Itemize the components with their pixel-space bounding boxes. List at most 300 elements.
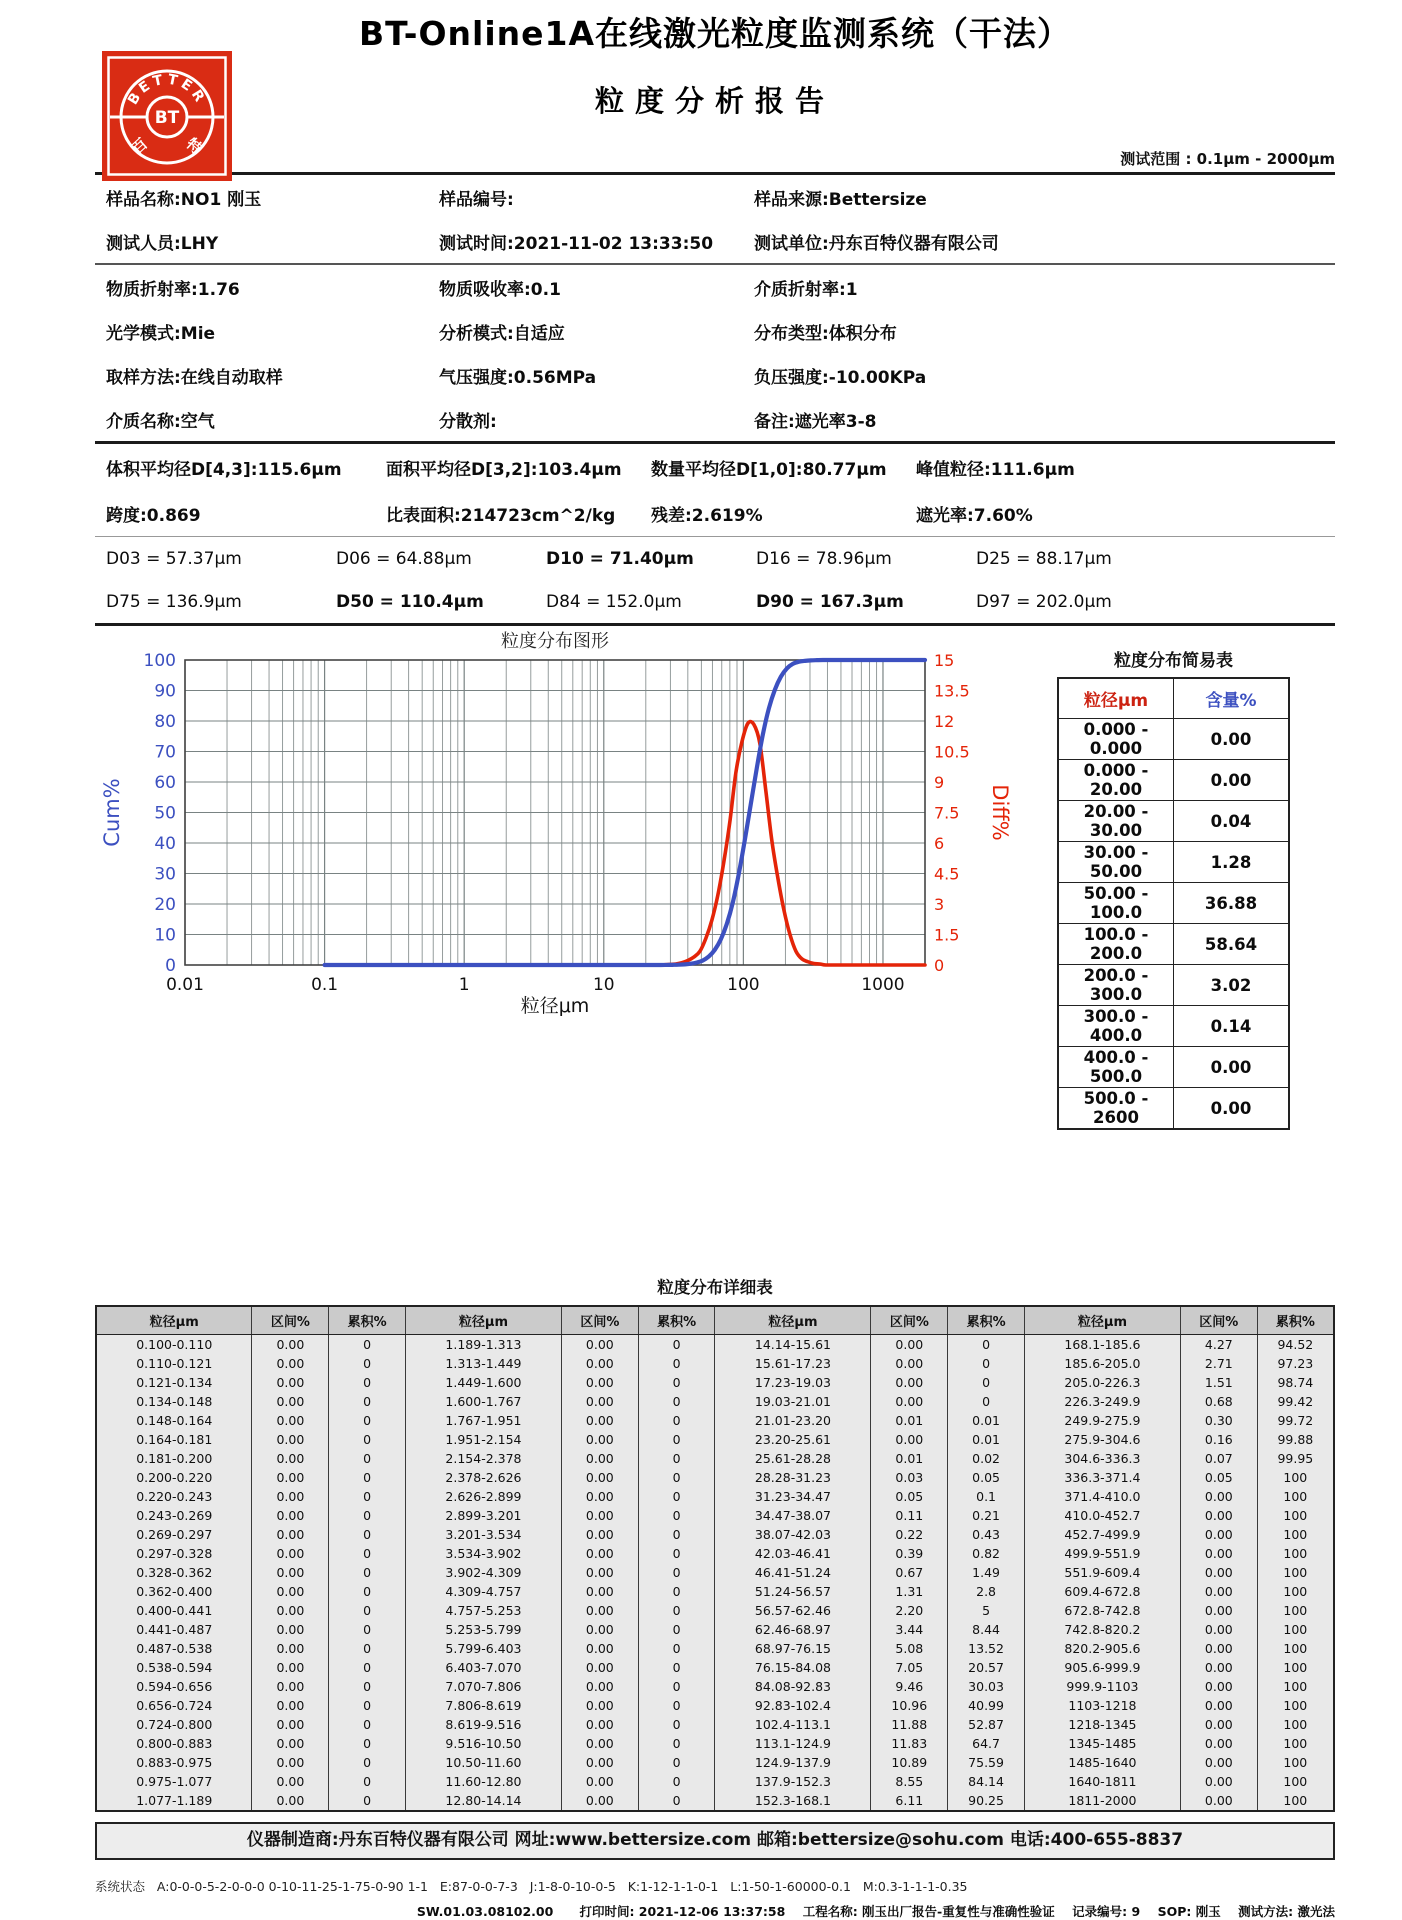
detail-table-cell: 0.00 <box>561 1601 638 1620</box>
detail-table-row <box>96 1430 1334 1449</box>
detail-table-cell: 0.00 <box>871 1373 948 1392</box>
simple-table-cell: 58.64 <box>1174 924 1290 965</box>
detail-table-cell: 100 <box>1257 1563 1334 1582</box>
right-axis-label: Diff% <box>988 784 1012 841</box>
detail-table-row <box>96 1506 1334 1525</box>
chart-title: 粒度分布图形 <box>501 631 609 652</box>
detail-table-cell: 0.00 <box>252 1563 329 1582</box>
detail-table-row <box>96 1354 1334 1373</box>
detail-table-row <box>96 1753 1334 1772</box>
info-row <box>95 219 1335 263</box>
detail-table-cell: 100 <box>1257 1639 1334 1658</box>
detail-table-cell: 75.59 <box>948 1753 1025 1772</box>
right-axis-tick: 0 <box>934 956 945 975</box>
detail-table-cell: 0.00 <box>561 1677 638 1696</box>
detail-table-cell: 0 <box>329 1734 406 1753</box>
detail-table-row <box>96 1639 1334 1658</box>
info-cell: 分散剂: <box>439 411 497 432</box>
detail-table-cell: 90.25 <box>948 1791 1025 1811</box>
detail-table-cell: 2.154-2.378 <box>405 1449 561 1468</box>
params-info-section <box>95 265 1335 441</box>
detail-table-cell: 100 <box>1257 1525 1334 1544</box>
detail-header-cell: 累积% <box>948 1306 1025 1335</box>
detail-table-row <box>96 1392 1334 1411</box>
detail-table-cell: 1345-1485 <box>1024 1734 1180 1753</box>
simple-table-cell: 3.02 <box>1174 965 1290 1006</box>
d-value: D90 = 167.3μm <box>756 591 904 612</box>
detail-table-cell: 0.05 <box>1180 1468 1257 1487</box>
detail-table-cell: 0 <box>329 1506 406 1525</box>
detail-table-cell: 0.00 <box>252 1639 329 1658</box>
detail-table-cell: 8.55 <box>871 1772 948 1791</box>
detail-table-cell: 0.00 <box>252 1772 329 1791</box>
detail-table-cell: 0.00 <box>561 1411 638 1430</box>
detail-table-row <box>96 1373 1334 1392</box>
detail-table-cell: 0.43 <box>948 1525 1025 1544</box>
detail-table-cell: 226.3-249.9 <box>1024 1392 1180 1411</box>
detail-table-cell: 0 <box>638 1392 715 1411</box>
detail-table-cell: 51.24-56.57 <box>715 1582 871 1601</box>
detail-table-cell: 12.80-14.14 <box>405 1791 561 1811</box>
detail-table-cell: 0.1 <box>948 1487 1025 1506</box>
info-cell: 比表面积:214723cm^2/kg <box>386 505 616 526</box>
right-axis-tick: 1.5 <box>934 925 960 945</box>
detail-table-cell: 99.72 <box>1257 1411 1334 1430</box>
detail-table-cell: 8.44 <box>948 1620 1025 1639</box>
detail-table-cell: 0 <box>638 1449 715 1468</box>
detail-table-row <box>96 1772 1334 1791</box>
detail-table-row <box>96 1620 1334 1639</box>
simple-table-row <box>1058 719 1289 760</box>
x-axis-tick: 100 <box>727 975 760 995</box>
detail-table-cell: 0 <box>329 1373 406 1392</box>
detail-table-cell: 8.619-9.516 <box>405 1715 561 1734</box>
d-value-row <box>95 580 1335 623</box>
detail-table-cell: 5.08 <box>871 1639 948 1658</box>
detail-table-cell: 25.61-28.28 <box>715 1449 871 1468</box>
d-value: D75 = 136.9μm <box>106 591 242 612</box>
detail-table-cell: 0 <box>638 1677 715 1696</box>
info-row <box>95 397 1335 441</box>
detail-table-cell: 0 <box>638 1791 715 1811</box>
detail-table-cell: 0 <box>638 1525 715 1544</box>
detail-table-cell: 0.00 <box>252 1715 329 1734</box>
detail-table-cell: 0.00 <box>1180 1715 1257 1734</box>
detail-table-cell: 0.00 <box>561 1335 638 1355</box>
simple-table-cell: 0.00 <box>1174 1047 1290 1088</box>
detail-table-cell: 0 <box>638 1772 715 1791</box>
detail-table-cell: 1.767-1.951 <box>405 1411 561 1430</box>
report-content <box>95 0 1335 1920</box>
detail-header-cell: 区间% <box>871 1306 948 1335</box>
divider <box>95 623 1335 626</box>
detail-table-cell: 2.899-3.201 <box>405 1506 561 1525</box>
left-axis-tick: 70 <box>154 742 176 763</box>
detail-table-cell: 7.806-8.619 <box>405 1696 561 1715</box>
detail-table-cell: 0 <box>638 1335 715 1355</box>
info-cell: 跨度:0.869 <box>106 505 201 526</box>
detail-table-cell: 0.00 <box>561 1487 638 1506</box>
detail-table-cell: 6.403-7.070 <box>405 1658 561 1677</box>
detail-table-cell: 0.00 <box>252 1335 329 1355</box>
detail-table-cell: 820.2-905.6 <box>1024 1639 1180 1658</box>
detail-table-cell: 0 <box>948 1354 1025 1373</box>
detail-table-cell: 742.8-820.2 <box>1024 1620 1180 1639</box>
logo-cn-right: 特 <box>182 134 206 158</box>
detail-table-cell: 68.97-76.15 <box>715 1639 871 1658</box>
detail-table-cell: 0.121-0.134 <box>136 1375 213 1390</box>
detail-table-cell: 0 <box>638 1715 715 1734</box>
detail-table-cell: 3.534-3.902 <box>405 1544 561 1563</box>
detail-table-cell: 76.15-84.08 <box>715 1658 871 1677</box>
detail-table-cell: 0 <box>329 1772 406 1791</box>
detail-table-cell: 0.00 <box>561 1791 638 1811</box>
detail-table-cell: 0.243-0.269 <box>136 1508 213 1523</box>
detail-table-row <box>96 1677 1334 1696</box>
simple-table-row <box>1058 965 1289 1006</box>
system-status-line: 系统状态 A:0-0-0-5-2-0-0-0 0-10-11-25-1-75-0-90 1-1 E:87-0-0-7-3 J:1-8-0-10-0-5 K:1-12-1-1-0-1 L:1-50-1-60000-0.1 M:0.3-1-1-1-0.35 <box>95 1879 968 1894</box>
detail-table-cell: 0.00 <box>561 1563 638 1582</box>
detail-table-cell: 97.23 <box>1257 1354 1334 1373</box>
detail-table-cell: 0 <box>329 1354 406 1373</box>
detail-table-cell: 0.00 <box>252 1544 329 1563</box>
detail-table-cell: 275.9-304.6 <box>1024 1430 1180 1449</box>
detail-table-cell: 0.00 <box>1180 1506 1257 1525</box>
detail-table-cell: 0.00 <box>561 1544 638 1563</box>
info-cell: 面积平均径D[3,2]:103.4μm <box>386 459 622 480</box>
detail-table-cell: 0.00 <box>1180 1563 1257 1582</box>
simple-table-cell: 30.00 - 50.00 <box>1058 842 1174 883</box>
detail-table-cell: 7.070-7.806 <box>405 1677 561 1696</box>
detail-table-cell: 11.60-12.80 <box>405 1772 561 1791</box>
info-cell: 光学模式:Mie <box>106 323 216 344</box>
d-value: D97 = 202.0μm <box>976 591 1112 612</box>
info-cell: 样品编号: <box>439 189 514 210</box>
detail-table-cell: 100 <box>1257 1620 1334 1639</box>
detail-table-cell: 42.03-46.41 <box>715 1544 871 1563</box>
detail-table-cell: 0.11 <box>871 1506 948 1525</box>
detail-table-cell: 1.189-1.313 <box>405 1335 561 1355</box>
detail-distribution-table <box>95 1305 1335 1812</box>
detail-table-section <box>95 1274 1335 1812</box>
detail-table-cell: 0.00 <box>252 1791 329 1811</box>
detail-table-cell: 452.7-499.9 <box>1024 1525 1180 1544</box>
detail-table-cell: 0.00 <box>1180 1639 1257 1658</box>
detail-table-row <box>96 1544 1334 1563</box>
right-axis-tick: 7.5 <box>934 803 960 823</box>
detail-table-cell: 0 <box>638 1411 715 1430</box>
detail-table-cell: 168.1-185.6 <box>1024 1335 1180 1355</box>
detail-table-cell: 0.181-0.200 <box>136 1451 213 1466</box>
simple-table-row <box>1058 1047 1289 1088</box>
detail-table-cell: 5.799-6.403 <box>405 1639 561 1658</box>
detail-table-row <box>96 1468 1334 1487</box>
detail-table-cell: 0 <box>638 1487 715 1506</box>
detail-table-cell: 5.253-5.799 <box>405 1620 561 1639</box>
detail-table-cell: 28.28-31.23 <box>715 1468 871 1487</box>
detail-header-cell: 累积% <box>329 1306 406 1335</box>
detail-table-cell: 20.57 <box>948 1658 1025 1677</box>
simple-table-cell: 0.04 <box>1174 801 1290 842</box>
detail-table-cell: 0.00 <box>561 1620 638 1639</box>
detail-table-cell: 1485-1640 <box>1024 1753 1180 1772</box>
detail-header-cell: 累积% <box>1257 1306 1334 1335</box>
detail-table-cell: 0.01 <box>948 1430 1025 1449</box>
detail-table-cell: 99.88 <box>1257 1430 1334 1449</box>
detail-table-cell: 0 <box>329 1582 406 1601</box>
detail-table-cell: 2.71 <box>1180 1354 1257 1373</box>
detail-table-cell: 46.41-51.24 <box>715 1563 871 1582</box>
detail-table-cell: 0 <box>329 1658 406 1677</box>
d-value: D25 = 88.17μm <box>976 548 1112 569</box>
detail-table-cell: 0.00 <box>1180 1696 1257 1715</box>
info-row <box>95 309 1335 353</box>
info-cell: 气压强度:0.56MPa <box>439 367 597 388</box>
info-cell: 备注:遮光率3-8 <box>754 411 877 432</box>
left-axis-tick: 30 <box>154 864 176 885</box>
detail-table-row <box>96 1715 1334 1734</box>
detail-table-cell: 0.00 <box>252 1449 329 1468</box>
detail-table-cell: 0.00 <box>1180 1582 1257 1601</box>
detail-table-cell: 0 <box>329 1639 406 1658</box>
detail-table-cell: 0 <box>638 1753 715 1772</box>
detail-table-cell: 0.00 <box>561 1715 638 1734</box>
detail-table-cell: 0.00 <box>252 1354 329 1373</box>
simple-table-cell: 500.0 - 2600 <box>1058 1088 1174 1130</box>
detail-table-cell: 94.52 <box>1257 1335 1334 1355</box>
detail-table-cell: 0.00 <box>561 1658 638 1677</box>
detail-table-cell: 0 <box>638 1430 715 1449</box>
detail-table-cell: 0.16 <box>1180 1430 1257 1449</box>
detail-table-cell: 3.44 <box>871 1620 948 1639</box>
detail-table-cell: 1.951-2.154 <box>405 1430 561 1449</box>
detail-table-cell: 0.220-0.243 <box>136 1489 213 1504</box>
test-range-label: 测试范围 : 0.1μm - 2000μm <box>1120 150 1335 168</box>
detail-table-cell: 672.8-742.8 <box>1024 1601 1180 1620</box>
detail-table-cell: 9.46 <box>871 1677 948 1696</box>
detail-table-cell: 1811-2000 <box>1024 1791 1180 1811</box>
info-row <box>95 175 1335 219</box>
d-value: D50 = 110.4μm <box>336 591 484 612</box>
detail-table-cell: 5 <box>948 1601 1025 1620</box>
detail-table-cell: 1.600-1.767 <box>405 1392 561 1411</box>
detail-table-cell: 205.0-226.3 <box>1024 1373 1180 1392</box>
detail-table-cell: 10.50-11.60 <box>405 1753 561 1772</box>
right-axis-tick: 10.5 <box>934 742 970 762</box>
detail-table-cell: 1.51 <box>1180 1373 1257 1392</box>
detail-table-cell: 0.297-0.328 <box>136 1546 213 1561</box>
detail-table-cell: 0.00 <box>1180 1544 1257 1563</box>
detail-table-cell: 0.00 <box>871 1335 948 1355</box>
particle-distribution-chart <box>95 630 1040 1038</box>
d-value-row <box>95 537 1335 580</box>
report-title: 粒度分析报告 <box>594 84 835 118</box>
detail-table-cell: 152.3-168.1 <box>715 1791 871 1811</box>
detail-table-cell: 0.00 <box>1180 1791 1257 1811</box>
detail-table-cell: 0.00 <box>252 1734 329 1753</box>
detail-table-cell: 410.0-452.7 <box>1024 1506 1180 1525</box>
detail-table-cell: 0.00 <box>1180 1620 1257 1639</box>
detail-table-cell: 0 <box>638 1734 715 1753</box>
detail-table-cell: 0.00 <box>561 1772 638 1791</box>
detail-table-cell: 0.100-0.110 <box>136 1337 213 1352</box>
simple-table-cell: 36.88 <box>1174 883 1290 924</box>
detail-table-cell: 3.201-3.534 <box>405 1525 561 1544</box>
simple-table-cell: 100.0 - 200.0 <box>1058 924 1174 965</box>
detail-table-cell: 0 <box>638 1563 715 1582</box>
detail-table-cell: 84.14 <box>948 1772 1025 1791</box>
detail-table-cell: 4.309-4.757 <box>405 1582 561 1601</box>
detail-table-cell: 0.67 <box>871 1563 948 1582</box>
detail-table-cell: 0.00 <box>561 1506 638 1525</box>
detail-table-cell: 0.00 <box>252 1525 329 1544</box>
detail-table-cell: 0.00 <box>252 1430 329 1449</box>
detail-table-cell: 0.00 <box>252 1753 329 1772</box>
detail-table-cell: 13.52 <box>948 1639 1025 1658</box>
left-axis-tick: 40 <box>154 834 176 854</box>
detail-table-cell: 100 <box>1257 1753 1334 1772</box>
detail-table-cell: 0.00 <box>252 1392 329 1411</box>
detail-table-cell: 0 <box>638 1696 715 1715</box>
detail-table-cell: 0.00 <box>252 1696 329 1715</box>
detail-table-row <box>96 1582 1334 1601</box>
detail-header-cell: 累积% <box>638 1306 715 1335</box>
simple-table-cell: 300.0 - 400.0 <box>1058 1006 1174 1047</box>
detail-table-cell: 0 <box>638 1373 715 1392</box>
right-axis-tick: 12 <box>934 712 955 731</box>
detail-table-cell: 21.01-23.20 <box>715 1411 871 1430</box>
detail-table-cell: 0.362-0.400 <box>136 1584 213 1599</box>
detail-table-cell: 371.4-410.0 <box>1024 1487 1180 1506</box>
detail-table-cell: 100 <box>1257 1772 1334 1791</box>
simple-table-row <box>1058 842 1289 883</box>
detail-header-cell: 粒径μm <box>1024 1306 1180 1335</box>
detail-table-cell: 15.61-17.23 <box>715 1354 871 1373</box>
detail-table-cell: 0.00 <box>1180 1487 1257 1506</box>
info-cell: 样品来源:Bettersize <box>754 189 927 210</box>
detail-table-cell: 905.6-999.9 <box>1024 1658 1180 1677</box>
d-value: D16 = 78.96μm <box>756 548 892 569</box>
detail-table-cell: 0 <box>329 1449 406 1468</box>
simple-table-block <box>1057 630 1290 1130</box>
detail-table-cell: 34.47-38.07 <box>715 1506 871 1525</box>
info-row <box>95 490 1335 536</box>
info-row <box>95 444 1335 490</box>
detail-table-cell: 0.00 <box>561 1582 638 1601</box>
detail-table-cell: 0.269-0.297 <box>136 1527 213 1542</box>
detail-table-cell: 0.883-0.975 <box>136 1755 213 1770</box>
detail-table-cell: 64.7 <box>948 1734 1025 1753</box>
detail-table-cell: 0.00 <box>871 1430 948 1449</box>
detail-table-cell: 0.975-1.077 <box>136 1774 213 1789</box>
detail-table-cell: 1.449-1.600 <box>405 1373 561 1392</box>
left-axis-tick: 60 <box>154 773 176 793</box>
detail-table-cell: 249.9-275.9 <box>1024 1411 1180 1430</box>
detail-table-cell: 0 <box>329 1487 406 1506</box>
detail-header-cell: 区间% <box>252 1306 329 1335</box>
detail-table-cell: 137.9-152.3 <box>715 1772 871 1791</box>
detail-table-row <box>96 1791 1334 1811</box>
detail-table-cell: 0 <box>329 1715 406 1734</box>
detail-table-cell: 100 <box>1257 1677 1334 1696</box>
detail-table-cell: 0.656-0.724 <box>136 1698 213 1713</box>
detail-table-cell: 1.49 <box>948 1563 1025 1582</box>
system-title: BT-Online1A在线激光粒度监测系统（干法） <box>358 14 1072 53</box>
detail-table-cell: 1218-1345 <box>1024 1715 1180 1734</box>
detail-table-cell: 551.9-609.4 <box>1024 1563 1180 1582</box>
detail-table-cell: 9.516-10.50 <box>405 1734 561 1753</box>
detail-table-cell: 0.164-0.181 <box>136 1432 213 1447</box>
logo-cn-left: 百 <box>128 134 152 158</box>
info-cell: 体积平均径D[4,3]:115.6μm <box>106 459 342 480</box>
x-axis-tick: 1000 <box>861 975 905 995</box>
detail-table-cell: 0 <box>948 1335 1025 1355</box>
detail-table-cell: 0.00 <box>252 1601 329 1620</box>
x-axis-tick: 10 <box>592 975 615 995</box>
detail-table-cell: 0.328-0.362 <box>136 1565 213 1580</box>
detail-header-cell: 粒径μm <box>715 1306 871 1335</box>
detail-table-cell: 0.01 <box>871 1411 948 1430</box>
detail-table-cell: 23.20-25.61 <box>715 1430 871 1449</box>
detail-table-cell: 499.9-551.9 <box>1024 1544 1180 1563</box>
detail-table-cell: 0.00 <box>1180 1753 1257 1772</box>
detail-table-cell: 1.077-1.189 <box>136 1793 213 1808</box>
detail-table-cell: 4.757-5.253 <box>405 1601 561 1620</box>
detail-table-row <box>96 1335 1334 1355</box>
x-axis-label: 粒径μm <box>520 995 590 1017</box>
detail-table-title: 粒度分布详细表 <box>657 1278 773 1297</box>
detail-table-cell: 0.00 <box>1180 1677 1257 1696</box>
d-value: D06 = 64.88μm <box>336 548 472 569</box>
detail-table-cell: 0.594-0.656 <box>136 1679 213 1694</box>
detail-table-cell: 999.9-1103 <box>1024 1677 1180 1696</box>
detail-table-cell: 11.83 <box>871 1734 948 1753</box>
detail-table-cell: 0.00 <box>561 1392 638 1411</box>
detail-table-cell: 1.31 <box>871 1582 948 1601</box>
detail-table-cell: 92.83-102.4 <box>715 1696 871 1715</box>
d-values-section <box>95 537 1335 623</box>
detail-table-cell: 0.00 <box>1180 1734 1257 1753</box>
simple-table-header-row <box>1058 678 1289 719</box>
left-axis-tick: 10 <box>154 925 176 946</box>
detail-table-cell: 0.00 <box>252 1506 329 1525</box>
info-cell: 介质折射率:1 <box>754 279 858 300</box>
detail-table-cell: 336.3-371.4 <box>1024 1468 1180 1487</box>
detail-table-cell: 99.42 <box>1257 1392 1334 1411</box>
detail-table-cell: 0.00 <box>561 1753 638 1772</box>
detail-table-cell: 0 <box>638 1506 715 1525</box>
detail-table-cell: 0 <box>329 1544 406 1563</box>
info-cell: 样品名称:NO1 刚玉 <box>106 189 262 210</box>
detail-table-cell: 0.00 <box>561 1430 638 1449</box>
simple-table-cell: 0.00 <box>1174 719 1290 760</box>
info-cell: 分析模式:自适应 <box>439 323 565 344</box>
detail-table-cell: 0 <box>638 1601 715 1620</box>
detail-table-cell: 185.6-205.0 <box>1024 1354 1180 1373</box>
detail-table-cell: 0.03 <box>871 1468 948 1487</box>
detail-table-row <box>96 1449 1334 1468</box>
info-cell: 数量平均径D[1,0]:80.77μm <box>651 459 887 480</box>
right-axis-tick: 4.5 <box>934 864 960 884</box>
simple-table-cell: 200.0 - 300.0 <box>1058 965 1174 1006</box>
detail-table-cell: 0.21 <box>948 1506 1025 1525</box>
detail-table-cell: 0.00 <box>252 1411 329 1430</box>
simple-table-cell: 0.000 - 20.00 <box>1058 760 1174 801</box>
info-cell: 分布类型:体积分布 <box>754 323 897 344</box>
simple-table-row <box>1058 883 1289 924</box>
detail-table-cell: 0.724-0.800 <box>136 1717 213 1732</box>
detail-table-cell: 0.00 <box>252 1373 329 1392</box>
